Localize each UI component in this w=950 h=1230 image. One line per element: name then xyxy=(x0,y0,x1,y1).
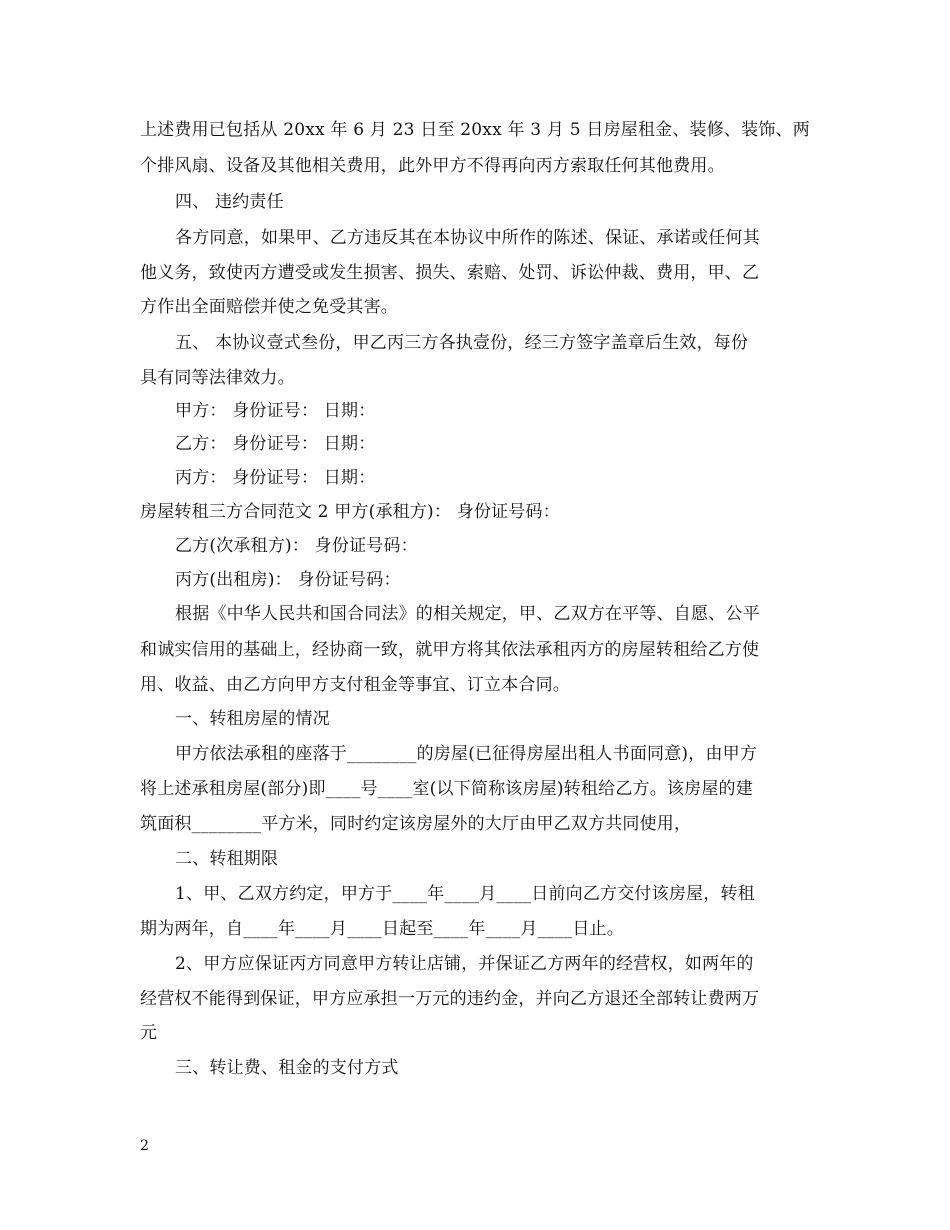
text-line: 元 xyxy=(140,1023,158,1043)
signature-line-c: 丙方： 身份证号： 日期： xyxy=(175,468,376,488)
text-line: 各方同意，如果甲、乙方违反其在本协议中所作的陈述、保证、承诺或任何其 xyxy=(175,228,760,248)
signature-line-a: 甲方： 身份证号： 日期： xyxy=(175,401,376,421)
party-line-b: 乙方(次承租方)： 身份证号码： xyxy=(175,536,418,556)
text-line: 他义务，致使丙方遭受或发生损害、损失、索赔、处罚、诉讼仲裁、费用，甲、乙 xyxy=(140,263,760,283)
party-line-c: 丙方(出租房)： 身份证号码： xyxy=(175,570,401,590)
text-line: 期为两年，自____年____月____日起至____年____月____日止。 xyxy=(140,919,624,939)
text-line: 筑面积________平方米，同时约定该房屋外的大厅由甲乙双方共同使用， xyxy=(140,814,692,834)
text-line: 根据《中华人民共和国合同法》的相关规定，甲、乙双方在平等、自愿、公平 xyxy=(175,604,760,624)
text-line: 1、甲、乙双方约定，甲方于____年____月____日前向乙方交付该房屋，转租 xyxy=(175,884,755,904)
text-line: 方作出全面赔偿并使之免受其害。 xyxy=(140,297,398,317)
text-line: 经营权不能得到保证，甲方应承担一万元的违约金，并向乙方退还全部转让费两万 xyxy=(140,989,760,1009)
section-heading: 三、转让费、租金的支付方式 xyxy=(175,1058,399,1078)
section-heading: 二、转租期限 xyxy=(175,849,279,869)
page-number: 2 xyxy=(140,1138,149,1154)
text-line: 具有同等法律效力。 xyxy=(140,368,295,388)
signature-line-b: 乙方： 身份证号： 日期： xyxy=(175,434,376,454)
text-line: 用、收益、由乙方向甲方支付租金等事宜、订立本合同。 xyxy=(140,675,570,695)
section-heading: 一、转租房屋的情况 xyxy=(175,709,330,729)
text-line: 上述费用已包括从 20xx 年 6 月 23 日至 20xx 年 3 月 5 日房屋租金、装修、装饰、两 xyxy=(140,120,810,140)
section-heading: 四、 违约责任 xyxy=(175,192,284,212)
text-line: 甲方依法承租的座落于________的房屋(已征得房屋出租人书面同意)，由甲方 xyxy=(175,744,758,764)
text-line: 和诚实信用的基础上，经协商一致，就甲方将其依法承租丙方的房屋转租给乙方使 xyxy=(140,640,760,660)
contract-title-line: 房屋转租三方合同范文 2 甲方(承租方)： 身份证号码： xyxy=(140,502,560,522)
text-line: 五、 本协议壹式叁份，甲乙丙三方各执壹份，经三方签字盖章后生效，每份 xyxy=(175,333,749,353)
text-line: 2、甲方应保证丙方同意甲方转让店铺，并保证乙方两年的经营权，如两年的 xyxy=(175,954,754,974)
text-line: 将上述承租房屋(部分)即____号____室(以下简称该房屋)转租给乙方。该房屋的建 xyxy=(140,779,753,799)
text-line: 个排风扇、设备及其他相关费用，此外甲方不得再向丙方索取任何其他费用。 xyxy=(140,156,725,176)
